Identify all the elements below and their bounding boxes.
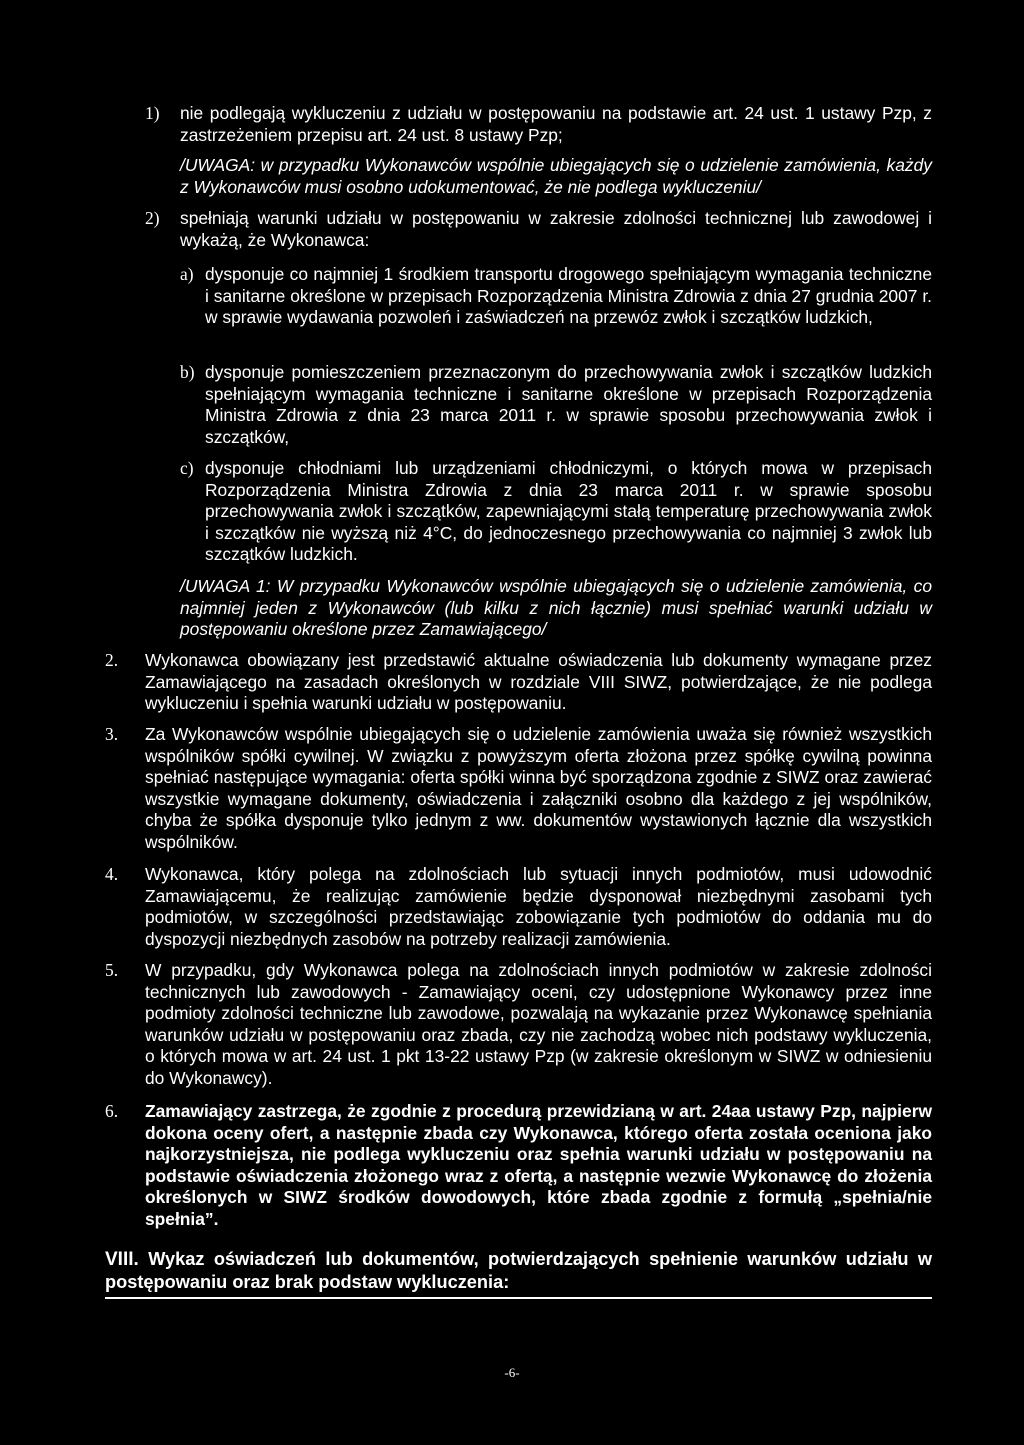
- list-number: 2.: [105, 650, 119, 670]
- list-number: 6.: [105, 1101, 119, 1121]
- sub-item-a: [180, 264, 932, 329]
- sub-item-c: [180, 458, 932, 566]
- list-text: nie podlegają wykluczeniu z udziału w postępowaniu na podstawie art. 24 ust. 1 ustawy Pzp, z zastrzeżeniem przepisu art. 24 ust. 8 ustawy Pzp;: [180, 103, 932, 145]
- note-exclusion: /UWAGA: w przypadku Wykonawców wspólnie ubiegających się o udzielenie zamówienia, każdy z Wykonawców musi osobno udokumentować, że nie podlega wykluczeniu/: [180, 155, 932, 197]
- sub-item-b: [180, 362, 932, 448]
- list-text: Zamawiający zastrzega, że zgodnie z procedurą przewidzianą w art. 24aa ustawy Pzp, najpierw dokona oceny ofert, a następnie zbada czy Wykonawca, którego oferta została oceniona jako najkorzystniejsza, nie podlega wykluczeniu oraz spełnia warunki udziału w postępowaniu na podstawie oświadczenia złożonego wraz z ofertą, a następnie wezwie Wykonawcę do złożenia określonych w SIWZ środków dowodowych, które zbada zgodnie z formułą „spełnia/nie spełnia”.: [145, 1101, 932, 1229]
- list-text: Za Wykonawców wspólnie ubiegających się o udzielenie zamówienia uważa się również wszystkich wspólników spółki cywilnej. W związku z powyższym oferta złożona przez spółkę cywilną powinna spełniać następujące wymagania: oferta spółki winna być sporządzona zgodnie z SIWZ oraz zawierać wszystkie wymagane dokumenty, oświadczenia i załączniki osobno dla każdego z jej wspólników, chyba że spółka dysponuje tylko jednym z ww. dokumentów wystawionych łącznie dla wszystkich wspólników.: [145, 724, 932, 852]
- list-number: 4.: [105, 864, 119, 884]
- list-item-6-main: [105, 1101, 932, 1230]
- section-heading: [105, 1248, 932, 1294]
- sub-text: dysponuje chłodniami lub urządzeniami chłodniczymi, o których mowa w przepisach Rozporządzenia Ministra Zdrowia z dnia 23 marca 2011 r. w sprawie sposobu przechowywania zwłok i szczątków, zapewniającymi stałą temperaturę przechowywania zwłok i szczątków nie wyższą niż 4°C, do jednoczesnego przechowywania co najmniej 3 zwłok lub szczątków ludzkich.: [205, 458, 932, 564]
- list-item-1: [145, 103, 932, 146]
- section-number: VIII.: [105, 1249, 139, 1270]
- sub-letter: a): [180, 264, 194, 284]
- list-text: Wykonawca, który polega na zdolnościach lub sytuacji innych podmiotów, musi udowodnić Zamawiającemu, że realizując zamówienie będzie dysponował niezbędnymi zasobami tych podmiotów, w szczególności przedstawiając zobowiązanie tych podmiotów do oddania mu do dyspozycji niezbędnych zasobów na potrzeby realizacji zamówienia.: [145, 864, 932, 949]
- sub-text: dysponuje pomieszczeniem przeznaczonym do przechowywania zwłok i szczątków ludzkich spełniającym wymagania techniczne i sanitarne określone w przepisach Rozporządzenia Ministra Zdrowia z dnia 23 marca 2011 r. w sprawie sposobu przechowywania zwłok i szczątków,: [205, 362, 932, 447]
- sub-letter: b): [180, 362, 195, 382]
- page-number: -6-: [504, 1365, 520, 1380]
- list-number: 3.: [105, 724, 119, 744]
- list-item-2: [145, 208, 932, 251]
- list-item-5-main: [105, 960, 932, 1089]
- section-title: Wykaz oświadczeń lub dokumentów, potwierdzających spełnienie warunków udziału w postępowaniu oraz brak podstaw wykluczenia:: [105, 1249, 932, 1292]
- sub-letter: c): [180, 458, 194, 478]
- list-number: 2): [145, 208, 160, 228]
- list-number: 5.: [105, 960, 119, 980]
- list-text: W przypadku, gdy Wykonawca polega na zdolnościach innych podmiotów w zakresie zdolności technicznych lub zawodowych - Zamawiający oceni, czy udostępnione Wykonawcy przez inne podmioty zdolności techniczne lub zawodowe, pozwalają na wykazanie przez Wykonawcę spełniania warunków udziału w postępowaniu oraz zbada, czy nie zachodzą wobec nich podstawy wykluczenia, o których mowa w art. 24 ust. 1 pkt 13-22 ustawy Pzp (w zakresie określonym w SIWZ w odniesieniu do Wykonawcy).: [145, 960, 932, 1088]
- list-text: spełniają warunki udziału w postępowaniu w zakresie zdolności technicznej lub zawodowej i wykażą, że Wykonawca:: [180, 208, 932, 250]
- list-item-3-main: [105, 724, 932, 853]
- list-text: Wykonawca obowiązany jest przedstawić aktualne oświadczenia lub dokumenty wymagane przez Zamawiającego na zasadach określonych w rozdziale VIII SIWZ, potwierdzające, że nie podlega wykluczeniu i spełnia warunki udziału w postępowaniu.: [145, 650, 932, 713]
- note-consortium: /UWAGA 1: W przypadku Wykonawców wspólnie ubiegających się o udzielenie zamówienia, co najmniej jeden z Wykonawców (lub kilku z nich łącznie) musi spełniać warunki udziału w postępowaniu określone przez Zamawiającego/: [180, 576, 932, 639]
- list-number: 1): [145, 103, 160, 123]
- list-item-4-main: [105, 864, 932, 950]
- list-item-2-main: [105, 650, 932, 715]
- heading-underline: [105, 1297, 932, 1299]
- sub-text: dysponuje co najmniej 1 środkiem transportu drogowego spełniającym wymagania techniczne i sanitarne określone w przepisach Rozporządzenia Ministra Zdrowia z dnia 27 grudnia 2007 r. w sprawie wydawania pozwoleń i zaświadczeń na przewóz zwłok i szczątków ludzkich,: [205, 264, 932, 327]
